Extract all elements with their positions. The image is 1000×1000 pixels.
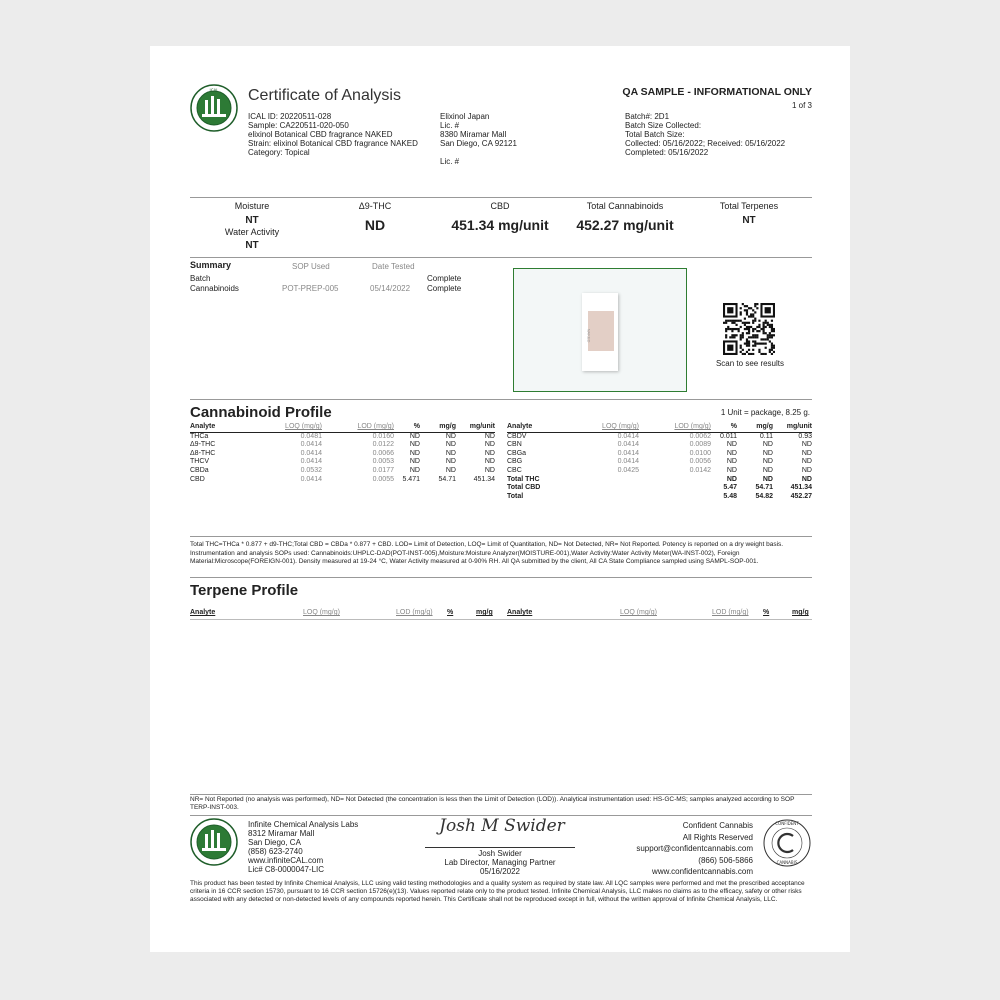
lab-phone: (858) 623-2740: [248, 847, 303, 856]
table-cell: ND: [445, 449, 456, 457]
table-cell: Total: [507, 492, 524, 500]
product-box-label: [588, 311, 614, 351]
column-header: mg/g: [737, 423, 773, 432]
qr-code[interactable]: [723, 303, 775, 355]
table-cell: 0.0414: [300, 475, 322, 483]
product-photo: [513, 268, 687, 392]
divider: [190, 794, 812, 795]
total-row: [507, 476, 812, 485]
table-cell: Δ9-THC: [190, 441, 216, 449]
table-row: [190, 467, 495, 476]
table-cell: CBD: [190, 475, 205, 483]
divider: [190, 536, 812, 537]
cannabinoid-table-header: [190, 423, 495, 432]
table-cell: CBDV: [507, 432, 527, 440]
column-header: %: [711, 423, 737, 432]
table-cell: ND: [801, 475, 812, 483]
water-activity-value: NT: [245, 240, 259, 251]
terpene-header-mgg-2: mg/g: [792, 609, 809, 616]
table-cell: ND: [445, 441, 456, 449]
table-cell: 54.82: [755, 492, 773, 500]
summary-row-batch: Batch: [190, 274, 211, 283]
table-cell: 0.011: [720, 432, 737, 440]
sign-date: 05/16/2022: [479, 867, 521, 876]
column-header: LOD (mg/g): [322, 423, 394, 432]
summary-row-batch-status: Complete: [427, 274, 462, 283]
table-cell: ND: [762, 458, 773, 466]
client-info-column: [440, 112, 517, 166]
total-terpenes-value: NT: [742, 215, 756, 226]
table-cell: ND: [726, 475, 737, 483]
sample-name: elixinol Botanical CBD fragrance NAKED: [248, 130, 393, 139]
table-row: [507, 467, 812, 476]
table-row: [507, 432, 812, 441]
moisture-value: NT: [245, 215, 259, 226]
table-cell: 452.27: [790, 492, 812, 500]
disclaimer: This product has been tested by Infinite Chemical Analysis, LLC using valid testing methodologies and a quality system as required by state law. All LQC samples were performed and met the prescribed acceptance criteria in 16 CCR section 15730, pursuant to 16 CCR section 15726(e)(13). Values reported relate only to the product tested. Infinite Chemical Analysis, LLC makes no claims as to the efficacy, safety or other risks associated with any detected or non-detected levels of any compounds reported herein. This Certificate shall not be reproduced except in full, without the written approval of Infinite Chemical Analysis, LLC.: [190, 880, 805, 903]
table-cell: Total CBD: [507, 484, 541, 492]
table-row: [190, 450, 495, 459]
table-cell: ND: [409, 449, 420, 457]
table-cell: 451.34: [790, 484, 812, 492]
table-cell: ND: [762, 466, 773, 474]
svg-text:CONFIDENT: CONFIDENT: [775, 821, 799, 826]
terpene-header-pct: %: [447, 609, 454, 616]
cannabinoid-table-header: [507, 423, 812, 432]
table-cell: CBN: [507, 441, 522, 449]
sample-id: Sample: CA220511-020-050: [248, 121, 349, 130]
signer-block: [410, 849, 590, 876]
signer-name: Josh Swider: [478, 849, 522, 858]
total-row: [507, 484, 812, 493]
sample-info-column: [248, 112, 418, 157]
table-cell: 5.48: [723, 492, 737, 500]
total-batch-size: Total Batch Size:: [625, 130, 685, 139]
column-header: Analyte: [507, 423, 567, 432]
table-cell: 0.0414: [617, 449, 639, 457]
table-cell: 0.0414: [617, 441, 639, 449]
signature-line: [425, 847, 575, 848]
total-terpenes-label: Total Terpenes: [719, 201, 779, 211]
table-cell: ND: [484, 466, 495, 474]
total-row: [507, 493, 812, 502]
table-cell: ND: [726, 466, 737, 474]
table-cell: 5.471: [402, 475, 420, 483]
infinite-chemical-seal-logo: [190, 84, 238, 132]
table-cell: ND: [445, 458, 456, 466]
terpene-header-pct-2: %: [763, 609, 770, 616]
terpene-footnote: NR= Not Reported (no analysis was performed), ND= Not Detected (the concentration is less then the Limit of Detection (LOD)). Analytical instrumentation used: HS-GC-MS; samples analyzed according to SOP TERP-INST-003.: [190, 796, 795, 811]
table-cell: 0.0414: [300, 449, 322, 457]
table-cell: 0.0425: [617, 466, 639, 474]
lab-name: Infinite Chemical Analysis Labs: [248, 820, 359, 829]
column-header: mg/g: [420, 423, 456, 432]
table-cell: ND: [762, 449, 773, 457]
thc-stat: [335, 201, 415, 233]
table-cell: ND: [484, 458, 495, 466]
table-cell: Total THC: [507, 475, 540, 483]
table-cell: 0.0089: [689, 441, 711, 449]
table-cell: 0.0414: [300, 441, 322, 449]
svg-text:CANNABIS: CANNABIS: [776, 860, 798, 865]
table-cell: 0.0414: [617, 458, 639, 466]
table-cell: [639, 493, 711, 502]
table-cell: ND: [801, 449, 812, 457]
table-row: [190, 441, 495, 450]
table-cell: THCa: [190, 432, 209, 440]
table-cell: 54.71: [755, 484, 773, 492]
table-cell: ND: [801, 458, 812, 466]
total-cannabinoids-stat: [565, 201, 685, 233]
document-title: Certificate of Analysis: [248, 87, 401, 104]
table-cell: 0.0100: [689, 449, 711, 457]
cannabinoid-profile-title: Cannabinoid Profile: [190, 404, 332, 421]
cbd-stat: [440, 201, 560, 233]
terpene-header-analyte-2: Analyte: [507, 609, 533, 616]
batch-number: Batch#: 2D1: [625, 112, 670, 121]
table-row: [190, 458, 495, 467]
table-cell: 0.93: [798, 432, 812, 440]
sop-header: SOP Used: [292, 262, 330, 271]
divider: [190, 577, 812, 578]
confident-cannabis-contact: [600, 820, 753, 878]
category: Category: Topical: [248, 148, 310, 157]
cbd-value: 451.34 mg/unit: [451, 217, 549, 233]
client-license-2: Lic. #: [440, 157, 460, 166]
divider: [190, 197, 812, 198]
table-cell: 0.0414: [300, 458, 322, 466]
table-cell: ND: [484, 432, 495, 440]
divider: [190, 619, 812, 620]
cc-rights: All Rights Reserved: [682, 832, 753, 842]
column-header: %: [394, 423, 420, 432]
total-cannabinoids-label: Total Cannabinoids: [586, 201, 664, 211]
table-row: [507, 458, 812, 467]
cc-email[interactable]: support@confidentcannabis.com: [636, 844, 753, 854]
water-activity-label: Water Activity: [224, 227, 280, 237]
table-cell: [567, 493, 639, 502]
lab-address: 8312 Miramar Mall: [248, 829, 315, 838]
cbd-label: CBD: [490, 201, 510, 211]
table-cell: ND: [484, 441, 495, 449]
qr-caption: Scan to see results: [715, 359, 785, 368]
terpene-header-loq: LOQ (mg/g): [303, 609, 340, 616]
table-cell: CBDa: [190, 466, 209, 474]
infinite-chemical-seal-logo-footer: [190, 818, 238, 866]
table-cell: CBC: [507, 466, 522, 474]
table-cell: [639, 476, 711, 485]
table-cell: ND: [445, 432, 456, 440]
signer-title: Lab Director, Managing Partner: [444, 858, 556, 867]
summary-row-sop: POT-PREP-005: [282, 284, 339, 293]
terpene-header-lod: LOD (mg/g): [396, 609, 433, 616]
summary-row-date: 05/14/2022: [370, 284, 411, 293]
client-license: Lic. #: [440, 121, 460, 130]
table-cell: ND: [726, 458, 737, 466]
column-header: LOQ (mg/g): [250, 423, 322, 432]
table-cell: ND: [801, 441, 812, 449]
lab-city: San Diego, CA: [248, 838, 301, 847]
table-cell: ND: [409, 432, 420, 440]
table-cell: 451.34: [473, 475, 495, 483]
table-cell: 0.0142: [689, 466, 711, 474]
terpene-header-analyte: Analyte: [190, 609, 216, 616]
date-header: Date Tested: [372, 262, 415, 271]
column-header: mg/unit: [456, 423, 495, 432]
batch-info-column: [625, 112, 785, 157]
certificate-page: [150, 46, 850, 952]
table-cell: 0.0056: [689, 458, 711, 466]
table-row: [507, 441, 812, 450]
moisture-label: Moisture: [234, 201, 270, 211]
total-cannabinoids-value: 452.27 mg/unit: [576, 217, 674, 233]
cc-website[interactable]: www.confidentcannabis.com: [652, 867, 753, 877]
table-cell: ND: [409, 441, 420, 449]
column-header: mg/unit: [773, 423, 812, 432]
terpene-header-mgg: mg/g: [476, 609, 493, 616]
table-cell: 0.0481: [300, 432, 322, 440]
summary-row-cannabinoids: Cannabinoids: [190, 284, 239, 293]
completed-date: Completed: 05/16/2022: [625, 148, 709, 157]
strain: Strain: elixinol Botanical CBD fragrance NAKED: [248, 139, 418, 148]
table-cell: ND: [762, 441, 773, 449]
cannabinoid-table-right: [507, 423, 812, 501]
table-cell: 54.71: [438, 475, 456, 483]
product-box: [582, 293, 618, 371]
table-cell: CBG: [507, 458, 523, 466]
terpene-header-lod-2: LOD (mg/g): [712, 609, 749, 616]
client-address: 8380 Miramar Mall: [440, 130, 507, 139]
table-cell: ND: [445, 466, 456, 474]
table-cell: 0.0062: [689, 432, 711, 440]
table-cell: ND: [409, 458, 420, 466]
summary-row-status: Complete: [427, 284, 462, 293]
table-cell: ND: [726, 441, 737, 449]
table-row: [190, 476, 495, 485]
client-name: Elixinol Japan: [440, 112, 490, 121]
table-cell: [639, 484, 711, 493]
qa-note: QA SAMPLE - INFORMATIONAL ONLY: [622, 86, 812, 98]
table-cell: ND: [801, 466, 812, 474]
table-cell: 5.47: [723, 484, 737, 492]
table-cell: 0.0160: [372, 432, 394, 440]
table-cell: 0.0055: [372, 475, 394, 483]
table-cell: 0.0414: [617, 432, 639, 440]
table-row: [190, 432, 495, 441]
moisture-stat: [212, 201, 292, 251]
summary-title: Summary: [190, 260, 232, 270]
cc-name: Confident Cannabis: [682, 821, 753, 830]
terpene-header-loq-2: LOQ (mg/g): [620, 609, 657, 616]
product-box-text: NAKED: [586, 328, 592, 343]
column-header: LOD (mg/g): [639, 423, 711, 432]
page-number: 1 of 3: [791, 101, 812, 110]
client-city: San Diego, CA 92121: [440, 139, 517, 148]
svg-text:ICAL: ICAL: [209, 88, 219, 93]
table-cell: ND: [484, 449, 495, 457]
cannabinoid-table-left: [190, 423, 495, 484]
table-row: [507, 450, 812, 459]
table-cell: 0.0053: [372, 458, 394, 466]
batch-size-collected: Batch Size Collected:: [625, 121, 702, 130]
ical-id: ICAL ID: 20220511-028: [248, 112, 332, 121]
table-cell: 0.0532: [300, 466, 322, 474]
confident-cannabis-seal-logo: [762, 818, 812, 868]
lab-contact: [248, 820, 358, 874]
column-header: LOQ (mg/g): [567, 423, 639, 432]
divider: [190, 399, 812, 400]
unit-note: 1 Unit = package, 8.25 g.: [720, 408, 810, 417]
table-cell: [567, 476, 639, 485]
thc-label: Δ9-THC: [358, 201, 392, 211]
terpene-profile-title: Terpene Profile: [190, 582, 299, 599]
total-terpenes-stat: [705, 201, 793, 226]
divider: [190, 257, 812, 258]
thc-value: ND: [364, 217, 386, 233]
table-cell: ND: [726, 449, 737, 457]
table-cell: Δ8-THC: [190, 449, 216, 457]
table-cell: THCV: [190, 458, 210, 466]
table-cell: 0.0066: [372, 449, 394, 457]
cc-phone: (866) 506-5866: [698, 855, 753, 865]
lab-license: Lic# C8-0000047-LIC: [248, 865, 325, 874]
table-cell: 0.0177: [372, 466, 394, 474]
collected-received: Collected: 05/16/2022; Received: 05/16/2022: [625, 139, 786, 148]
cannabinoid-footnote: Total THC=THCa * 0.877 + d9-THC;Total CBD = CBDa * 0.877 + CBD. LOD= Limit of Detection, LOQ= Limit of Quantitation, ND= Not Detected, NR= Not Reported. Potency is reported on a dry weight basis. Instrumentation and analysis SOPs used: Cannabinoids:UHPLC-DAD(POT-INST-005),Moisture:Moisture Analyzer(MOISTURE-001),Water Activity:Water Activity Meter(WA-INST-002), Foreign Material:Microscope(FOREIGN-001). Density measured at 19-24 °C, Water Activity measured at 0-90% RH. All QA submitted by the client, All CA State Compliance sampled using SAMPL-SOP-001.: [190, 541, 784, 566]
table-cell: CBGa: [507, 449, 527, 457]
column-header: Analyte: [190, 423, 250, 432]
lab-website[interactable]: www.infiniteCAL.com: [248, 856, 324, 865]
signature: Josh M Swider: [439, 816, 565, 836]
table-cell: 0.11: [759, 432, 773, 440]
table-cell: ND: [762, 475, 773, 483]
table-cell: ND: [409, 466, 420, 474]
table-cell: 0.0122: [372, 441, 394, 449]
table-cell: [567, 484, 639, 493]
